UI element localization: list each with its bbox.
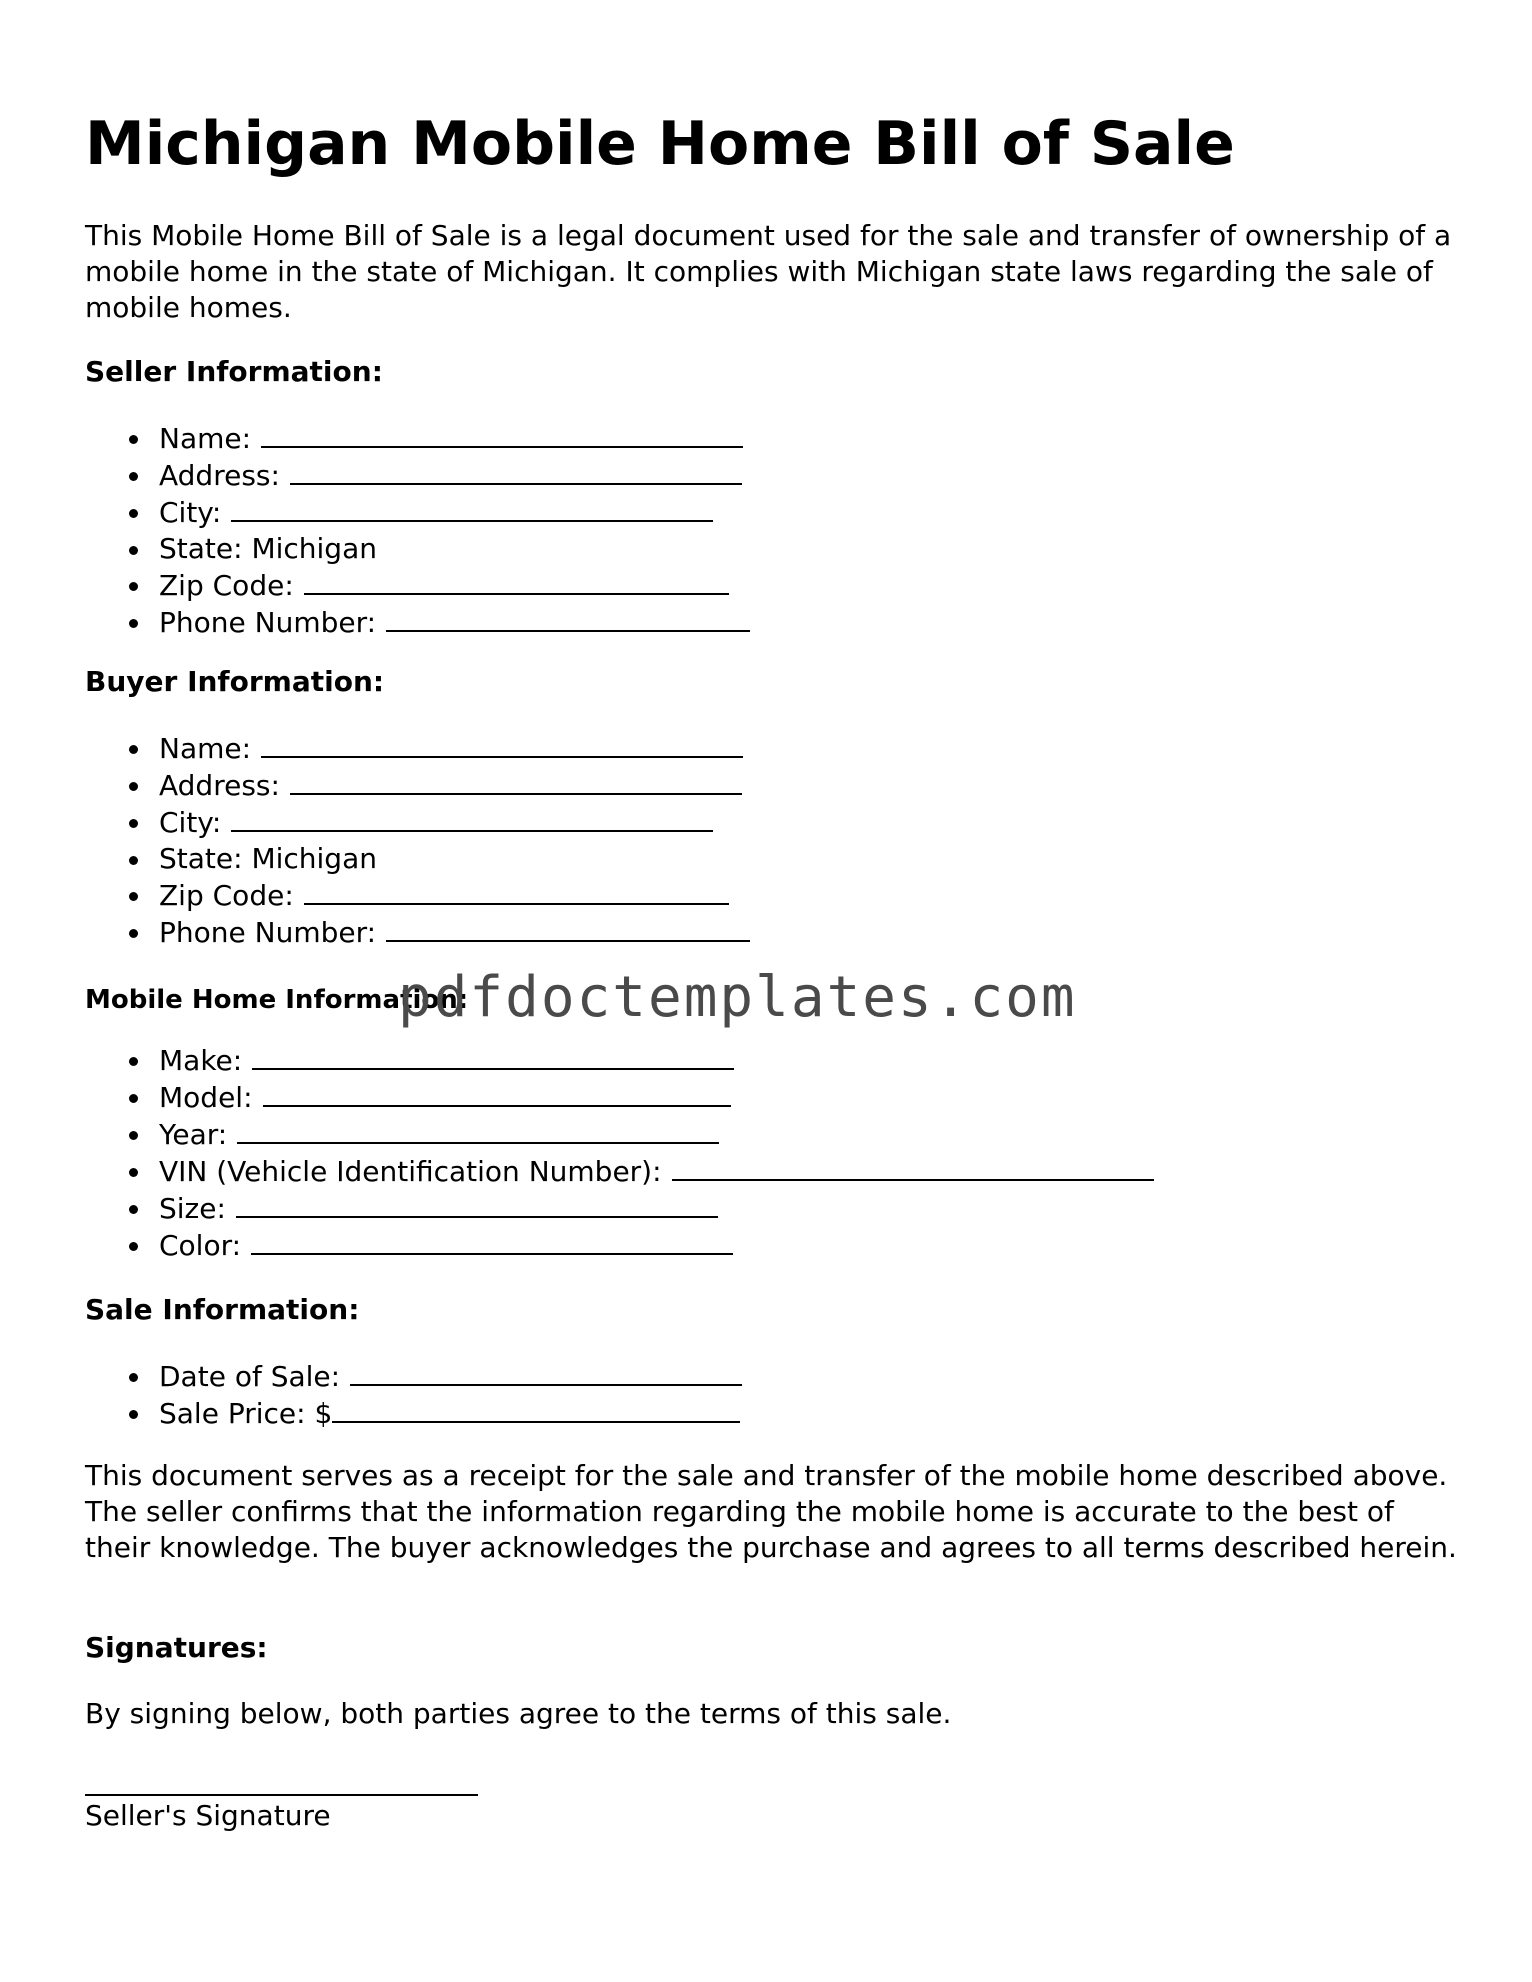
field-label: Year: [159, 1118, 228, 1151]
blank-line [261, 730, 743, 758]
field-label: Address: [159, 459, 280, 492]
blank-line [251, 1227, 733, 1255]
blank-line [304, 877, 729, 905]
blank-line [350, 1358, 742, 1386]
field-label: Phone Number: [159, 606, 377, 639]
blank-line [231, 494, 713, 522]
field-label: Phone Number: [159, 916, 377, 949]
field-label: Model: [159, 1081, 253, 1114]
seller-zip-field[interactable] [159, 567, 750, 604]
blank-line [252, 1042, 734, 1070]
buyer-name-field[interactable] [159, 730, 750, 767]
sale-price-field[interactable] [159, 1395, 742, 1432]
blank-line [231, 804, 713, 832]
field-label: City: [159, 496, 222, 529]
buyer-heading: Buyer Information: [85, 665, 385, 698]
seller-name-field[interactable] [159, 420, 750, 457]
blank-line [672, 1153, 1154, 1181]
signature-statement: By signing below, both parties agree to the terms of this sale. [85, 1697, 952, 1730]
blank-line [304, 567, 729, 595]
field-label: Make: [159, 1044, 243, 1077]
blank-line [386, 604, 750, 632]
receipt-paragraph: This document serves as a receipt for the sale and transfer of the mobile home described above. The seller confirms that the information regarding the mobile home is accurate to the best of their knowledge. The buyer acknowledges the purchase and agrees to all terms described herein. [85, 1459, 1457, 1564]
sale-date-field[interactable] [159, 1358, 742, 1395]
seller-phone-field[interactable] [159, 604, 750, 641]
blank-line [332, 1395, 740, 1423]
blank-line [237, 1116, 719, 1144]
buyer-phone-field[interactable] [159, 914, 750, 951]
field-label: State: Michigan [159, 532, 377, 565]
field-label: Date of Sale: [159, 1360, 341, 1393]
field-label: Zip Code: [159, 879, 294, 912]
intro-paragraph: This Mobile Home Bill of Sale is a legal document used for the sale and transfer of ownership of a mobile home in the state of Michigan. It complies with Michigan state laws regarding the sale of mobile homes. [85, 219, 1452, 324]
field-label: City: [159, 806, 222, 839]
blank-line [236, 1190, 718, 1218]
home-heading: Mobile Home Information: [85, 985, 469, 1015]
blank-line [290, 767, 742, 795]
field-label: Name: [159, 732, 252, 765]
buyer-zip-field[interactable] [159, 877, 750, 914]
sale-fields [85, 1358, 742, 1432]
seller-heading: Seller Information: [85, 355, 383, 388]
blank-line [290, 457, 742, 485]
blank-line [263, 1079, 731, 1107]
seller-city-field[interactable] [159, 494, 750, 531]
home-model-field[interactable] [159, 1079, 1154, 1116]
field-label: Name: [159, 422, 252, 455]
field-label: VIN (Vehicle Identification Number): [159, 1155, 662, 1188]
signatures-heading: Signatures: [85, 1631, 268, 1664]
buyer-fields [85, 730, 750, 951]
field-label: State: Michigan [159, 842, 377, 875]
buyer-city-field[interactable] [159, 804, 750, 841]
field-label: Size: [159, 1192, 226, 1225]
seller-fields [85, 420, 750, 641]
home-size-field[interactable] [159, 1190, 1154, 1227]
home-fields [85, 1042, 1154, 1264]
field-label: Color: [159, 1229, 242, 1262]
sale-heading: Sale Information: [85, 1293, 360, 1326]
blank-line [386, 914, 750, 942]
document-title: Michigan Mobile Home Bill of Sale [85, 109, 1235, 179]
field-label: Zip Code: [159, 569, 294, 602]
seller-signature-label: Seller's Signature [85, 1799, 331, 1832]
home-vin-field[interactable] [159, 1153, 1154, 1190]
home-color-field[interactable] [159, 1227, 1154, 1264]
seller-state-field [159, 531, 750, 567]
field-label: Sale Price: $ [159, 1397, 333, 1430]
home-year-field[interactable] [159, 1116, 1154, 1153]
seller-signature-line[interactable] [85, 1794, 478, 1796]
buyer-address-field[interactable] [159, 767, 750, 804]
watermark-text: pdfdoctemplates.com [398, 965, 1077, 1030]
blank-line [261, 420, 743, 448]
home-make-field[interactable] [159, 1042, 1154, 1079]
buyer-state-field [159, 841, 750, 877]
field-label: Address: [159, 769, 280, 802]
seller-address-field[interactable] [159, 457, 750, 494]
